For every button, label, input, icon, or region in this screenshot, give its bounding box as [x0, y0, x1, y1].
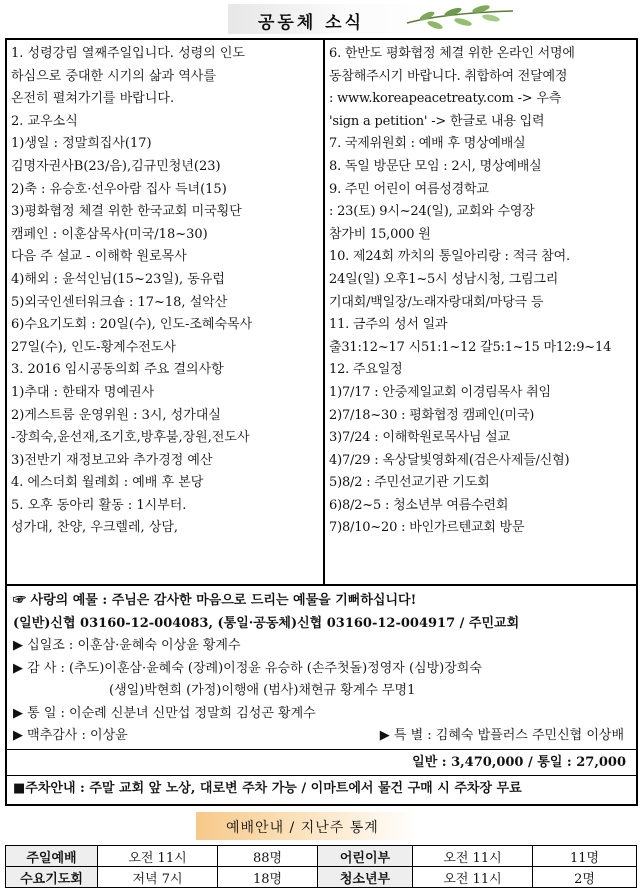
right-line: 출31:12~17 시51:1~12 갈5:1~15 마12:9~14	[329, 339, 612, 355]
right-line: 3)7/24 : 이해학원로목사님 설교	[329, 430, 510, 446]
left-line: 3)평화협정 체결 위한 한국교회 미국횡단	[11, 204, 242, 220]
right-line: 2)7/18~30 : 평화협정 캠페인(미국)	[329, 407, 535, 423]
offering-accounts: (일반)신협 03160-12-004083, (통일·공동체)신협 03160-12-004917 / 주민교회	[13, 615, 520, 631]
leaf-branch-icon	[405, 3, 515, 33]
right-line: 7. 국제위원회 : 예배 후 명상예배실	[329, 136, 526, 152]
left-line: 5)외국인센터워크숍 : 17~18, 설악산	[11, 294, 228, 310]
offering-unification: ▶ 통 일 : 이순례 신분녀 신만섭 정말희 김성곤 황계수	[13, 705, 316, 721]
stats-cell: 어린이부	[318, 846, 413, 867]
left-line: 김명자권사B(23/음),김규민청년(23)	[11, 158, 221, 174]
stats-table	[5, 845, 637, 888]
offering-thanks: ▶ 감 사 : (추도)이훈삼·윤혜숙 (장례)이정윤 유승하 (손주첫돌)정영자 (심방)장희숙	[13, 660, 482, 676]
left-line: 4. 에스더회 월례회 : 예배 후 본당	[11, 475, 204, 491]
stats-cell: 88명	[218, 846, 318, 867]
stats-cell: 2명	[533, 867, 637, 888]
left-line: 다음 주 설교 - 이해학 원로목사	[11, 249, 187, 265]
left-line: 2)게스트룸 운영위원 : 3시, 성가대실	[11, 407, 221, 423]
left-line: 성가대, 찬양, 우크렐레, 상담,	[11, 520, 179, 536]
left-line: 5. 오후 동아리 활동 : 1시부터.	[11, 497, 187, 513]
offering-section	[7, 586, 636, 804]
stats-cell: 오전 11시	[98, 846, 218, 867]
right-line: 11. 금주의 성서 일과	[329, 317, 448, 333]
right-line: 9. 주민 어린이 여름성경학교	[329, 181, 489, 197]
stats-cell: 주일예배	[6, 846, 98, 867]
right-line: 10. 제24회 까치의 통일아리랑 : 적극 참여.	[329, 249, 570, 265]
parking-divider	[7, 775, 636, 776]
left-line: 6)수요기도회 : 20일(수), 인도-조혜숙목사	[11, 317, 253, 333]
right-column	[325, 40, 636, 584]
left-line: 1. 성령강림 열째주일입니다. 성령의 인도	[11, 46, 245, 61]
section-title: 공동체 소식	[258, 13, 365, 33]
left-column	[7, 40, 325, 584]
right-line: 8. 독일 방문단 모임 : 2시, 명상예배실	[329, 158, 542, 174]
right-line: 12. 주요일정	[329, 362, 403, 378]
offering-extra-row	[13, 725, 630, 748]
left-line: 1)추대 : 한태자 명예권사	[11, 384, 155, 400]
left-line: 2)축 : 유승호·선우아람 집사 득녀(15)	[11, 181, 227, 197]
stats-cell: 오전 11시	[413, 867, 533, 888]
right-line: 동참해주시기 바랍니다. 취합하여 전달예정	[329, 68, 568, 84]
stats-title: 예배안내 / 지난주 통계	[226, 820, 379, 836]
offering-tithe: ▶ 십일조 : 이훈삼·윤혜숙 이상윤 황계수	[13, 638, 241, 653]
right-line: 7)8/10~20 : 바인가르텐교회 방문	[329, 520, 525, 536]
right-line: 1)7/17 : 안중제일교회 이경림목사 취임	[329, 384, 551, 400]
offering-thanks-continued: (생일)박현희 (가정)이행애 (범사)채현규 황계수 무명1	[109, 683, 416, 698]
stats-cell: 18명	[218, 867, 318, 888]
left-line: 2. 교우소식	[11, 113, 78, 129]
left-line: 4)해외 : 윤석인님(15~23일), 동유럽	[11, 271, 225, 287]
left-line: 3. 2016 임시공동의회 주요 결의사항	[11, 362, 224, 378]
left-line: 캠페인 : 이훈삼목사(미국/18~30)	[11, 226, 208, 242]
left-line: 3)전반기 재정보고와 추가경정 예산	[11, 452, 213, 468]
right-line: 6. 한반도 평화협정 체결 위한 온라인 서명에	[329, 46, 575, 61]
right-line: 'sign a petition' -> 한글로 내용 입력	[329, 113, 545, 129]
offering-totals: 일반 : 3,470,000 / 통일 : 27,000	[412, 754, 626, 770]
left-line: 1)생일 : 정말희집사(17)	[11, 136, 152, 152]
news-frame	[5, 38, 638, 806]
parking-notice: ■주차안내 : 주말 교회 앞 노상, 대로변 주차 가능 / 이마트에서 물건 구매 시 주차장 무료	[13, 781, 522, 796]
right-line: 참가비 15,000 원	[329, 226, 431, 242]
table-row	[6, 846, 637, 867]
left-line: 하심으로 중대한 시기의 삶과 역사를	[11, 68, 216, 84]
left-line: 온전히 펼쳐가기를 바랍니다.	[11, 91, 175, 107]
offering-special: ▶ 특 별 : 김혜숙 밥플러스 주민신협 이상배	[379, 728, 624, 743]
stats-cell: 청소년부	[318, 867, 413, 888]
stats-title-bar	[196, 812, 428, 840]
left-line: -장희숙,윤선재,조기호,방후불,장원,전도사	[11, 430, 250, 446]
table-row	[6, 867, 637, 888]
right-line: 5)8/2 : 주민선교기관 기도회	[329, 475, 490, 491]
stats-cell: 저녁 7시	[98, 867, 218, 888]
right-line: 기대회/백일장/노래자랑대회/마당극 등	[329, 294, 544, 310]
stats-cell: 11명	[533, 846, 637, 867]
right-line: 4)7/29 : 옥상달빛영화제(검은사제들/신혐)	[329, 452, 570, 468]
right-line: : 23(토) 9시~24(일), 교회와 수영장	[329, 204, 535, 220]
right-line: 6)8/2~5 : 청소년부 여름수련회	[329, 497, 509, 513]
right-line: 24일(일) 오후1~5시 성남시청, 그림그리	[329, 271, 559, 287]
offering-divider	[7, 749, 636, 750]
offering-heading: ☞ 사랑의 예물 : 주님은 감사한 마음으로 드리는 예물을 기뻐하십니다!	[13, 593, 417, 608]
stats-cell: 수요기도회	[6, 867, 98, 888]
stats-cell: 오전 11시	[413, 846, 533, 867]
left-line: 27일(수), 인도-황계수전도사	[11, 339, 176, 355]
offering-barley-thanks: ▶ 맥추감사 : 이상윤	[13, 728, 128, 743]
right-line: : www.koreapeacetreaty.com -> 우측	[329, 91, 562, 107]
